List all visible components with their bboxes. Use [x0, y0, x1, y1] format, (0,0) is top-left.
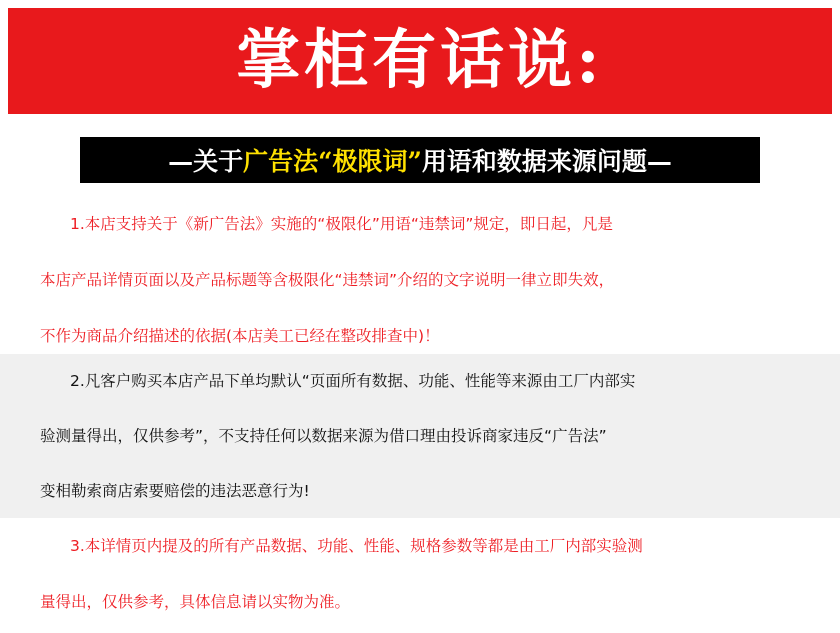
banner-title: 掌柜有话说:	[236, 23, 604, 98]
header-banner	[8, 8, 832, 114]
subtitle-prefix: —关于	[168, 147, 244, 176]
notice-paragraph-2	[0, 354, 840, 518]
notice-line: 本店产品详情页面以及产品标题等含极限化“违禁词”介绍的文字说明一律立即失效，	[40, 271, 615, 289]
notice-line: 不作为商品介绍描述的依据(本店美工已经在整改排查中)！	[40, 327, 440, 345]
subtitle-bar	[80, 137, 760, 183]
subtitle-suffix: 用语和数据来源问题—	[421, 147, 672, 176]
notice-line: 变相勒索商店索要赔偿的违法恶意行为!	[40, 482, 310, 500]
notice-line: 1.本店支持关于《新广告法》实施的“极限化”用语“违禁词”规定，即日起，凡是	[70, 215, 613, 233]
notice-paragraph-3	[0, 518, 840, 630]
subtitle-highlight: 广告法“极限词”	[243, 147, 422, 176]
notice-paragraph-1	[0, 196, 840, 364]
notice-line: 2.凡客户购买本店产品下单均默认“页面所有数据、功能、性能等来源由工厂内部实	[70, 372, 636, 390]
notice-line: 量得出，仅供参考，具体信息请以实物为准。	[40, 593, 351, 611]
notice-line: 验测量得出，仅供参考”，不支持任何以数据来源为借口理由投诉商家违反“广告法”	[40, 427, 607, 445]
notice-line: 3.本详情页内提及的所有产品数据、功能、性能、规格参数等都是由工厂内部实验测	[70, 537, 643, 555]
